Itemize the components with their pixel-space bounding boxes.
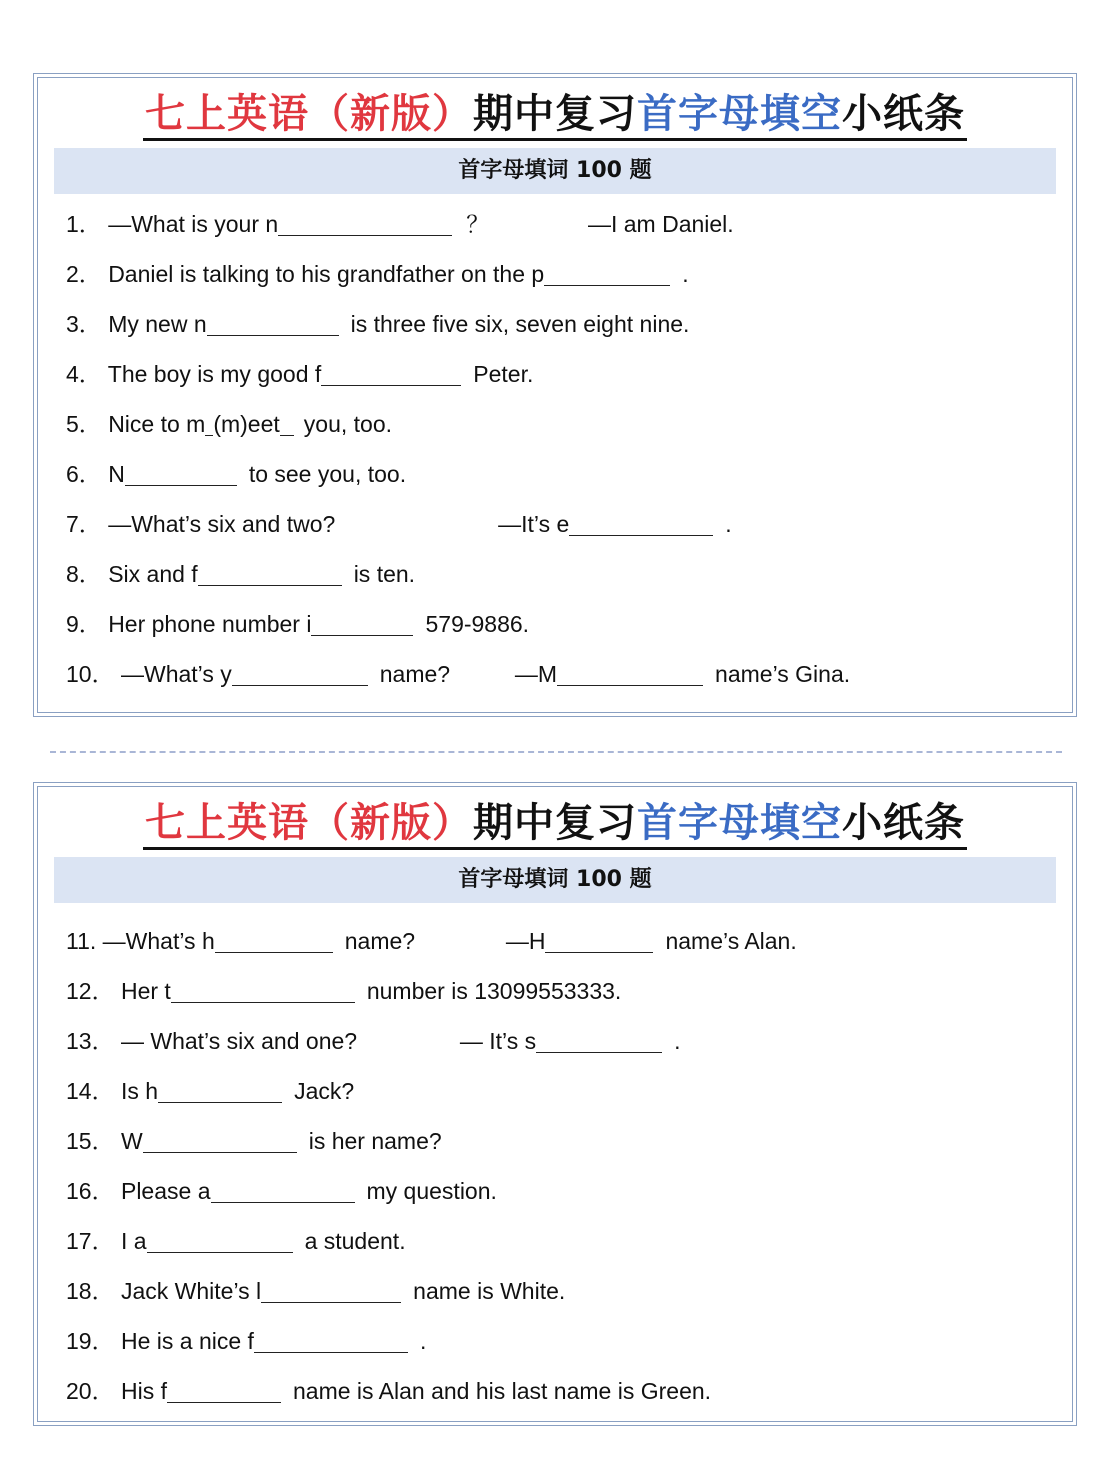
question-2 xyxy=(66,256,689,292)
question-10 xyxy=(66,656,850,692)
question-number: 19． xyxy=(66,1328,115,1354)
answer-blank[interactable] xyxy=(261,1280,401,1303)
question-tail: number is 13099553333. xyxy=(366,978,622,1004)
question-13 xyxy=(66,1023,681,1059)
title-black-part: 期中复习 xyxy=(473,800,637,846)
question-number: 15． xyxy=(66,1128,115,1154)
question-number: 20． xyxy=(66,1378,115,1404)
question-number: 6． xyxy=(66,461,102,487)
question-number: 16． xyxy=(66,1178,115,1204)
question-number: 13． xyxy=(66,1028,115,1054)
question-text: My new n xyxy=(108,311,207,337)
question-tail: ？ xyxy=(466,211,490,237)
worksheet-card-2 xyxy=(33,782,1077,1426)
question-number: 18． xyxy=(66,1278,115,1304)
answer-blank[interactable] xyxy=(171,980,355,1003)
question-5 xyxy=(66,406,392,442)
question-text: The boy is my good f xyxy=(107,361,322,387)
question-3 xyxy=(66,306,689,342)
question-reply: —H xyxy=(505,928,546,954)
question-number: 9． xyxy=(66,611,102,637)
question-tail: 579-9886. xyxy=(425,611,530,637)
question-text: He is a nice f xyxy=(120,1328,254,1354)
question-number: 7． xyxy=(66,511,102,537)
answer-blank[interactable] xyxy=(215,930,333,953)
question-tail: is three five six, seven eight nine. xyxy=(350,311,690,337)
answer-blank[interactable] xyxy=(280,413,294,436)
title-black-part-2: 小纸条 xyxy=(842,91,965,137)
question-text: —What is your n xyxy=(108,211,279,237)
question-text: Please a xyxy=(120,1178,211,1204)
question-number: 2． xyxy=(66,261,102,287)
question-tail: you, too. xyxy=(303,411,393,437)
answer-blank[interactable] xyxy=(167,1380,281,1403)
question-11 xyxy=(66,923,797,959)
title-black-part: 期中复习 xyxy=(473,91,637,137)
question-text: —What’s y xyxy=(120,661,232,687)
question-number: 10． xyxy=(66,661,115,687)
question-reply: —M xyxy=(514,661,558,687)
answer-blank[interactable] xyxy=(207,313,339,336)
question-4 xyxy=(66,356,533,392)
cut-line-divider xyxy=(50,751,1062,753)
answer-blank[interactable] xyxy=(125,463,237,486)
question-text: Is h xyxy=(120,1078,159,1104)
answer-blank[interactable] xyxy=(557,663,703,686)
question-number: 5． xyxy=(66,411,102,437)
question-tail: my question. xyxy=(366,1178,497,1204)
question-text: His f xyxy=(120,1378,167,1404)
question-tail: name’s Alan. xyxy=(665,928,797,954)
worksheet-card-1 xyxy=(33,73,1077,717)
question-tail: . xyxy=(682,261,689,287)
question-text: Her phone number i xyxy=(108,611,312,637)
question-12 xyxy=(66,973,621,1009)
section-header: 首字母填词 100 题 xyxy=(54,857,1056,903)
question-number: 4． xyxy=(66,361,102,387)
question-tail: to see you, too. xyxy=(248,461,407,487)
question-19 xyxy=(66,1323,426,1359)
title-blue-part: 首字母填空 xyxy=(637,800,842,846)
question-text: — What’s six and one? xyxy=(120,1028,358,1054)
question-text: Daniel is talking to his grandfather on the p xyxy=(108,261,545,287)
question-tail: is her name? xyxy=(308,1128,442,1154)
answer-blank[interactable] xyxy=(544,263,670,286)
question-7 xyxy=(66,506,732,542)
question-reply: —I am Daniel. xyxy=(587,211,734,237)
section-header: 首字母填词 100 题 xyxy=(54,148,1056,194)
question-18 xyxy=(66,1273,565,1309)
answer-blank[interactable] xyxy=(569,513,713,536)
answer-blank[interactable] xyxy=(536,1030,662,1053)
question-number: 3． xyxy=(66,311,102,337)
question-tail: . xyxy=(725,511,732,537)
question-number: 12． xyxy=(66,978,115,1004)
question-reply: —It’s e xyxy=(498,511,570,537)
question-number: 14． xyxy=(66,1078,115,1104)
question-tail: name’s Gina. xyxy=(715,661,851,687)
question-tail: Peter. xyxy=(473,361,534,387)
card-title xyxy=(34,88,1076,141)
answer-blank[interactable] xyxy=(143,1130,297,1153)
question-tail: name is Alan and his last name is Green. xyxy=(292,1378,712,1404)
question-8 xyxy=(66,556,415,592)
answer-blank[interactable] xyxy=(198,563,342,586)
question-6 xyxy=(66,456,406,492)
question-20 xyxy=(66,1373,711,1409)
question-mid: name? xyxy=(344,928,416,954)
question-text: Nice to m xyxy=(108,411,206,437)
answer-blank[interactable] xyxy=(278,213,452,236)
question-text: —What’s six and two? xyxy=(108,511,336,537)
question-number: 11. xyxy=(66,928,97,954)
question-reply: — It’s s xyxy=(459,1028,537,1054)
question-17 xyxy=(66,1223,406,1259)
question-mid: name? xyxy=(379,661,451,687)
question-number: 8． xyxy=(66,561,102,587)
question-15 xyxy=(66,1123,442,1159)
answer-blank[interactable] xyxy=(311,613,413,636)
title-blue-part: 首字母填空 xyxy=(637,91,842,137)
question-number: 1． xyxy=(66,211,102,237)
question-16 xyxy=(66,1173,497,1209)
title-red-part: 七上英语（新版） xyxy=(145,91,473,137)
question-text: —What’s h xyxy=(102,928,215,954)
question-tail: is ten. xyxy=(353,561,416,587)
answer-blank[interactable] xyxy=(147,1230,293,1253)
answer-blank[interactable] xyxy=(158,1080,282,1103)
question-tail: . xyxy=(419,1328,427,1354)
question-tail: . xyxy=(674,1028,681,1054)
answer-blank[interactable] xyxy=(211,1180,355,1203)
question-14 xyxy=(66,1073,354,1109)
question-text: Jack White’s l xyxy=(120,1278,262,1304)
answer-blank[interactable] xyxy=(254,1330,408,1353)
question-text: N xyxy=(108,461,125,487)
answer-blank[interactable] xyxy=(321,363,461,386)
card-title xyxy=(34,797,1076,850)
question-tail: a student. xyxy=(304,1228,406,1254)
answer-blank[interactable] xyxy=(232,663,368,686)
question-tail: Jack? xyxy=(294,1078,355,1104)
title-red-part: 七上英语（新版） xyxy=(145,800,473,846)
title-black-part-2: 小纸条 xyxy=(842,800,965,846)
answer-blank[interactable] xyxy=(545,930,653,953)
question-text: Her t xyxy=(120,978,171,1004)
question-text: Six and f xyxy=(108,561,198,587)
question-text: W xyxy=(120,1128,143,1154)
question-number: 17． xyxy=(66,1228,115,1254)
question-1 xyxy=(66,206,734,242)
question-tail: name is White. xyxy=(413,1278,566,1304)
question-9 xyxy=(66,606,529,642)
question-text: I a xyxy=(120,1228,147,1254)
answer-hint: (m)eet xyxy=(213,411,280,437)
